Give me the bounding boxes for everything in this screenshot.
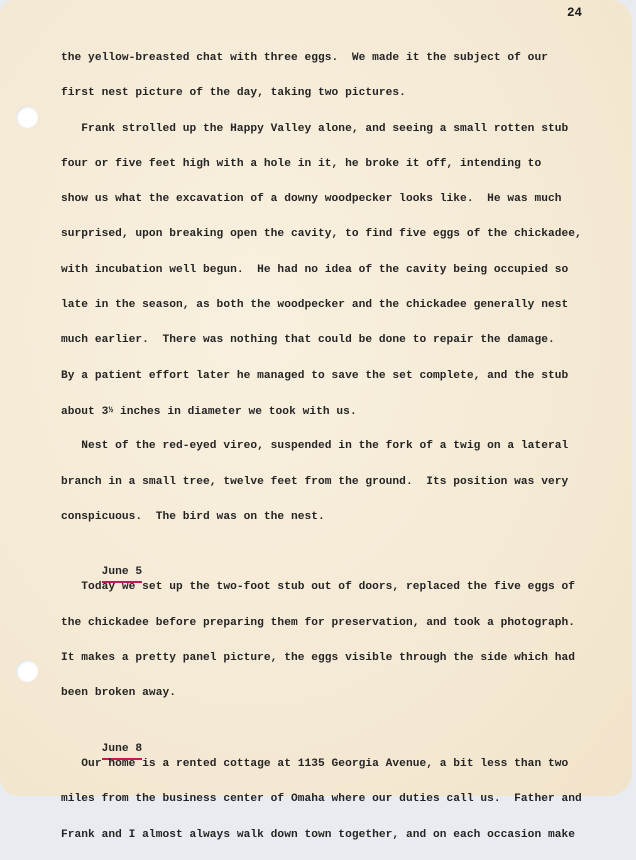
text-line-fraction [61,401,621,436]
fraction-before: about 3 [61,405,109,418]
text-line: It makes a pretty panel picture, the eggs visible through the side which had [61,652,576,665]
date-heading-row-june8 [61,719,621,754]
text-line: Frank strolled up the Happy Valley alone, and seeing a small rotten stub [61,122,569,135]
text-line: first nest picture of the day, taking two pictures. [61,87,406,100]
text-line: the chickadee before preparing them for preservation, and took a photograph. [61,616,576,629]
text-line: miles from the business center of Omaha where our duties call us. Father and [61,793,582,806]
text-line: Our home is a rented cottage at 1135 Georgia Avenue, a bit less than two [61,757,569,770]
page-number: 24 [567,6,583,20]
text-line: much earlier. There was nothing that could be done to repair the damage. [61,334,555,347]
fraction-after: inches in diameter we took with us. [113,405,357,418]
typed-text-body [61,48,621,860]
text-line: Nest of the red-eyed vireo, suspended in the fork of a twig on a lateral [61,440,569,453]
text-line: Frank and I almost always walk down town together, and on each occasion make [61,828,576,841]
text-line: By a patient effort later he managed to save the set complete, and the stub [61,369,569,382]
fraction-half: ½ [108,405,114,415]
text-line: the yellow-breasted chat with three eggs. We made it the subject of our [61,52,548,64]
text-line: show us what the excavation of a downy woodpecker looks like. He was much [61,193,562,206]
text-line: surprised, upon breaking open the cavity, to find five eggs of the chickadee, [61,228,582,241]
text-line: been broken away. [61,687,176,700]
text-line: late in the season, as both the woodpecker and the chickadee generally nest [61,299,569,312]
punch-hole-top [16,106,38,128]
text-line: four or five feet high with a hole in it, he broke it off, intending to [61,157,542,170]
punch-hole-bottom [16,660,38,682]
text-line: Today we set up the two-foot stub out of doors, replaced the five eggs of [61,581,576,594]
date-heading-row-june5 [61,542,621,577]
text-line: with incubation well begun. He had no idea of the cavity being occupied so [61,263,569,276]
text-line: branch in a small tree, twelve feet from the ground. Its position was very [61,475,569,488]
date-heading-june-5: June 5 [102,564,143,583]
text-line: conspicuous. The bird was on the nest. [61,510,325,523]
date-heading-june-8: June 8 [102,741,143,760]
